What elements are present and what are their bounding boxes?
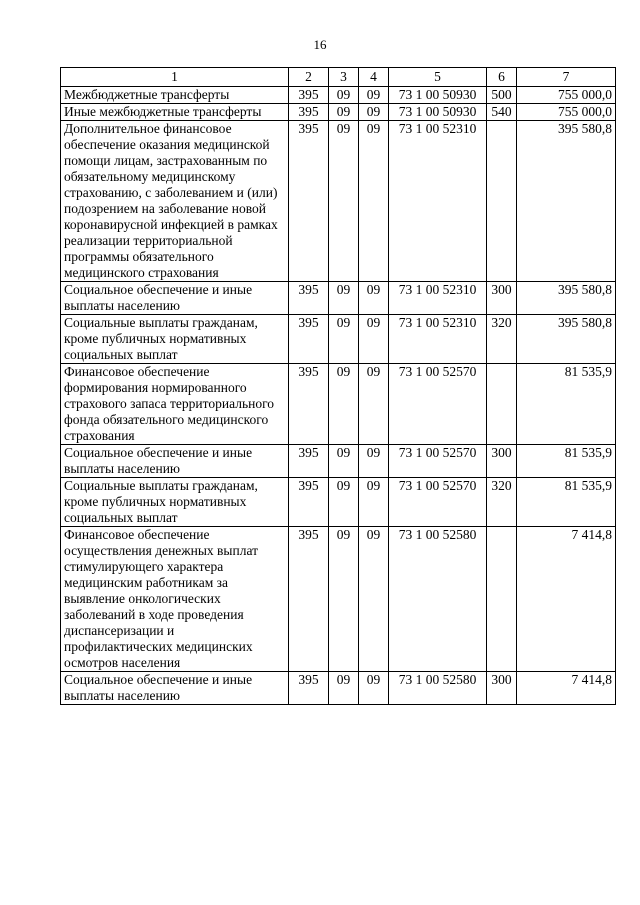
row-col-3: 09 <box>329 315 359 364</box>
row-name: Дополнительное финансовое обеспечение оказания медицинской помощи лицам, застрахованным по обязательному медицинскому страхованию, с заболеванием и (или) подозрением на заболевание новой коронавирусной инфекцией в рамках реализации территориальной программы обязательного медицинского страхования <box>61 121 289 282</box>
row-name: Социальное обеспечение и иные выплаты населению <box>61 672 289 705</box>
row-col-3: 09 <box>329 672 359 705</box>
row-col-2: 395 <box>289 478 329 527</box>
row-col-4: 09 <box>359 364 389 445</box>
row-col-6: 540 <box>487 104 517 121</box>
table-header <box>61 68 616 87</box>
table-body <box>61 87 616 705</box>
header-col-3: 3 <box>329 68 359 87</box>
row-col-6 <box>487 364 517 445</box>
row-col-6 <box>487 527 517 672</box>
row-col-7: 755 000,0 <box>517 87 616 104</box>
row-col-2: 395 <box>289 121 329 282</box>
row-col-6: 320 <box>487 478 517 527</box>
row-col-3: 09 <box>329 445 359 478</box>
row-col-5: 73 1 00 52310 <box>389 315 487 364</box>
row-name: Финансовое обеспечение формирования нормированного страхового запаса территориального фонда обязательного медицинского страхования <box>61 364 289 445</box>
row-col-5: 73 1 00 52570 <box>389 445 487 478</box>
row-col-7: 81 535,9 <box>517 478 616 527</box>
row-col-3: 09 <box>329 104 359 121</box>
row-col-7: 81 535,9 <box>517 445 616 478</box>
row-col-2: 395 <box>289 282 329 315</box>
table-row <box>61 445 616 478</box>
row-col-2: 395 <box>289 364 329 445</box>
row-name: Финансовое обеспечение осуществления денежных выплат стимулирующего характера медицинским работникам за выявление онкологических заболеваний в ходе проведения диспансеризации и профилактических медицинских осмотров населения <box>61 527 289 672</box>
row-col-2: 395 <box>289 527 329 672</box>
row-col-3: 09 <box>329 121 359 282</box>
row-col-5: 73 1 00 52570 <box>389 364 487 445</box>
row-col-7: 7 414,8 <box>517 672 616 705</box>
page-number: 16 <box>313 37 327 52</box>
header-row <box>61 68 616 87</box>
row-col-4: 09 <box>359 282 389 315</box>
row-col-4: 09 <box>359 527 389 672</box>
row-name: Межбюджетные трансферты <box>61 87 289 104</box>
header-col-5: 5 <box>389 68 487 87</box>
row-col-7: 7 414,8 <box>517 527 616 672</box>
row-col-2: 395 <box>289 87 329 104</box>
row-col-5: 73 1 00 52310 <box>389 121 487 282</box>
header-col-7: 7 <box>517 68 616 87</box>
table-row <box>61 478 616 527</box>
row-col-6: 320 <box>487 315 517 364</box>
row-col-3: 09 <box>329 282 359 315</box>
header-col-2: 2 <box>289 68 329 87</box>
row-col-6 <box>487 121 517 282</box>
budget-table <box>60 67 616 705</box>
row-name: Социальное обеспечение и иные выплаты населению <box>61 282 289 315</box>
row-col-2: 395 <box>289 672 329 705</box>
row-name: Иные межбюджетные трансферты <box>61 104 289 121</box>
row-col-4: 09 <box>359 104 389 121</box>
row-col-5: 73 1 00 52310 <box>389 282 487 315</box>
row-col-3: 09 <box>329 527 359 672</box>
table-row <box>61 104 616 121</box>
row-col-5: 73 1 00 52580 <box>389 672 487 705</box>
table-row <box>61 282 616 315</box>
row-col-6: 300 <box>487 672 517 705</box>
row-col-2: 395 <box>289 104 329 121</box>
row-col-2: 395 <box>289 445 329 478</box>
row-col-3: 09 <box>329 478 359 527</box>
table-row <box>61 364 616 445</box>
row-col-6: 300 <box>487 282 517 315</box>
row-col-5: 73 1 00 52580 <box>389 527 487 672</box>
row-col-5: 73 1 00 52570 <box>389 478 487 527</box>
row-col-7: 81 535,9 <box>517 364 616 445</box>
row-col-4: 09 <box>359 315 389 364</box>
row-col-2: 395 <box>289 315 329 364</box>
table-row <box>61 672 616 705</box>
header-col-1: 1 <box>61 68 289 87</box>
row-col-4: 09 <box>359 478 389 527</box>
row-name: Социальные выплаты гражданам, кроме публичных нормативных социальных выплат <box>61 315 289 364</box>
row-col-4: 09 <box>359 445 389 478</box>
table-row <box>61 87 616 104</box>
row-col-7: 395 580,8 <box>517 282 616 315</box>
table-row <box>61 121 616 282</box>
header-col-6: 6 <box>487 68 517 87</box>
row-col-5: 73 1 00 50930 <box>389 104 487 121</box>
row-col-3: 09 <box>329 87 359 104</box>
row-name: Социальное обеспечение и иные выплаты населению <box>61 445 289 478</box>
row-col-6: 500 <box>487 87 517 104</box>
row-name: Социальные выплаты гражданам, кроме публичных нормативных социальных выплат <box>61 478 289 527</box>
row-col-4: 09 <box>359 121 389 282</box>
row-col-6: 300 <box>487 445 517 478</box>
row-col-7: 395 580,8 <box>517 315 616 364</box>
row-col-4: 09 <box>359 87 389 104</box>
row-col-7: 755 000,0 <box>517 104 616 121</box>
row-col-3: 09 <box>329 364 359 445</box>
row-col-7: 395 580,8 <box>517 121 616 282</box>
table-row <box>61 315 616 364</box>
table-row <box>61 527 616 672</box>
row-col-4: 09 <box>359 672 389 705</box>
row-col-5: 73 1 00 50930 <box>389 87 487 104</box>
header-col-4: 4 <box>359 68 389 87</box>
